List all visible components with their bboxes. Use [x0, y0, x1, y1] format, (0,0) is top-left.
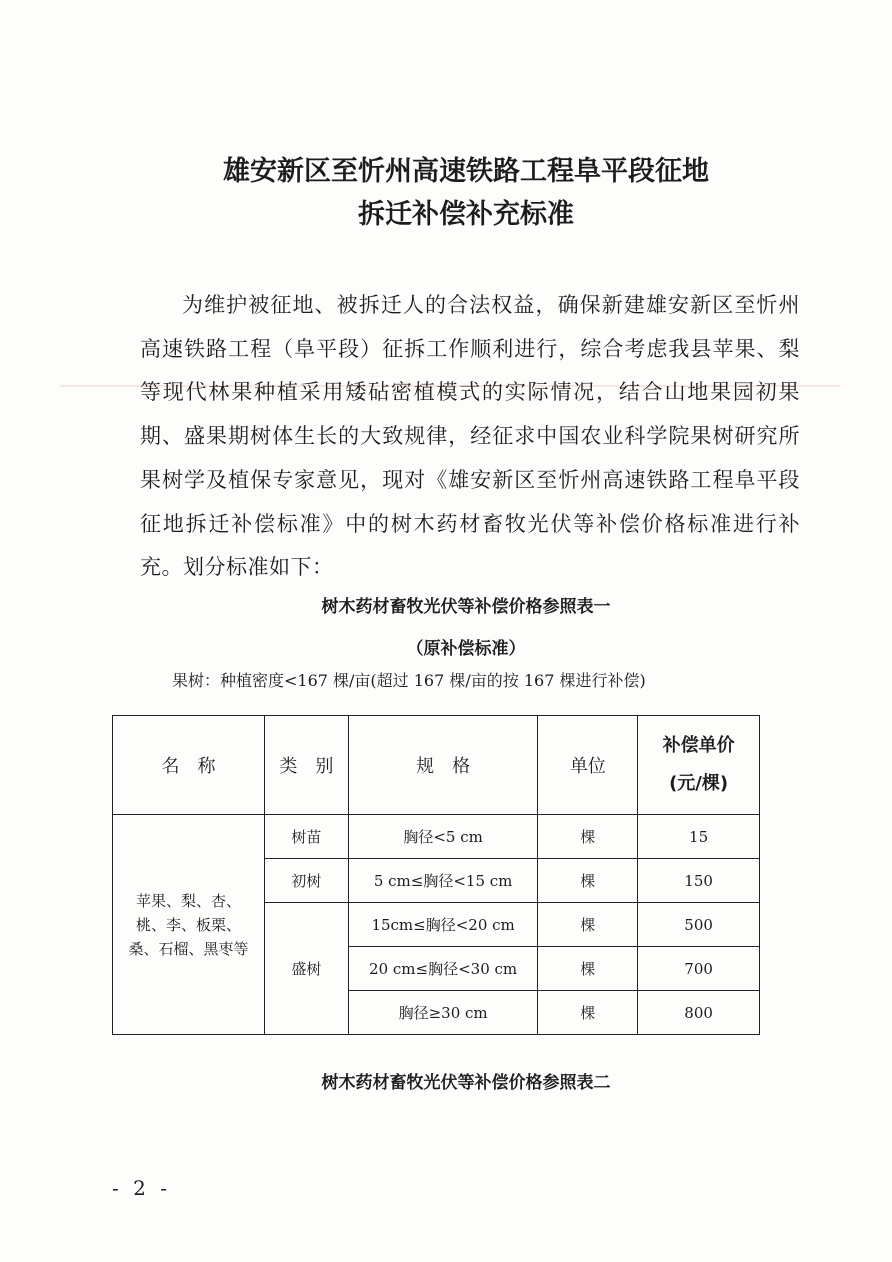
price-cell: 700: [638, 947, 760, 991]
spec-cell: 胸径<5 cm: [348, 815, 538, 859]
price-cell: 800: [638, 991, 760, 1035]
document-title-line1: 雄安新区至忻州高速铁路工程阜平段征地: [223, 156, 709, 187]
unit-cell: 棵: [538, 815, 638, 859]
fruit-names-cell: [113, 815, 265, 1035]
fruit-names-text: 苹果、梨、杏、桃、李、板栗、桑、石榴、黑枣等: [128, 891, 249, 958]
header-price-line1: 补偿单价: [662, 735, 735, 756]
header-price-line2: (元/棵): [669, 773, 729, 794]
table-header-row: [113, 716, 760, 815]
unit-cell: 棵: [538, 947, 638, 991]
spec-cell: 15cm≤胸径<20 cm: [348, 903, 538, 947]
price-cell: 150: [638, 859, 760, 903]
document-title-line2: 拆迁补偿补充标准: [358, 199, 574, 230]
table1-note: 果树：种植密度<167 棵/亩(超过 167 棵/亩的按 167 棵进行补偿): [172, 671, 646, 690]
spec-cell: 5 cm≤胸径<15 cm: [348, 859, 538, 903]
header-unit: 单位: [538, 716, 638, 815]
header-price: [638, 716, 760, 815]
header-name: 名 称: [113, 716, 265, 815]
table2-caption: 树木药材畜牧光伏等补偿价格参照表二: [321, 1073, 611, 1093]
spec-cell: 胸径≥30 cm: [348, 991, 538, 1035]
header-spec: 规 格: [348, 716, 538, 815]
table1-caption: 树木药材畜牧光伏等补偿价格参照表一: [321, 597, 611, 617]
page-number: - 2 -: [112, 1176, 171, 1200]
category-cell: 树苗: [264, 815, 348, 859]
header-category: 类 别: [264, 716, 348, 815]
price-cell: 15: [638, 815, 760, 859]
body-paragraph: 为维护被征地、被拆迁人的合法权益，确保新建雄安新区至忻州高速铁路工程（阜平段）征拆工作顺利进行，综合考虑我县苹果、梨等现代林果种植采用矮砧密植模式的实际情况，结合山地果园初果期、盛果期树体生长的大致规律，经征求中国农业科学院果树研究所果树学及植保专家意见，现对《雄安新区至忻州高速铁路工程阜平段征地拆迁补偿标准》中的树木药材畜牧光伏等补偿价格标准进行补充。划分标准如下：: [140, 293, 800, 580]
price-cell: 500: [638, 903, 760, 947]
spec-cell: 20 cm≤胸径<30 cm: [348, 947, 538, 991]
category-cell: 初树: [264, 859, 348, 903]
compensation-table: [112, 715, 760, 1035]
table1-subcaption: （原补偿标准）: [406, 639, 526, 659]
category-cell-mature: 盛树: [264, 903, 348, 1035]
table-row: [113, 815, 760, 859]
unit-cell: 棵: [538, 859, 638, 903]
unit-cell: 棵: [538, 903, 638, 947]
unit-cell: 棵: [538, 991, 638, 1035]
